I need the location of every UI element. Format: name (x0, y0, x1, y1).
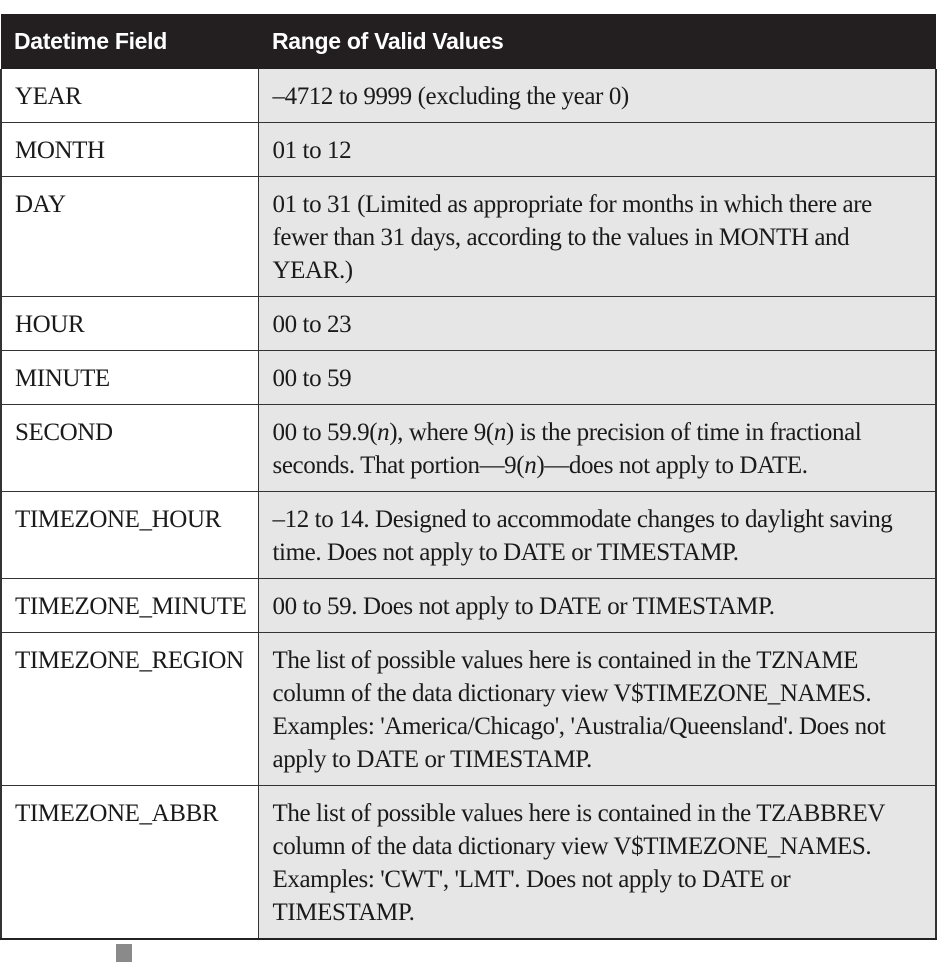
range-cell: 00 to 59 (258, 351, 936, 405)
table-header (1, 14, 936, 69)
variable-n: n (524, 452, 537, 479)
table-row (1, 69, 936, 123)
table-row (1, 579, 936, 633)
field-cell: MINUTE (1, 351, 258, 405)
header-datetime-field: Datetime Field (14, 28, 168, 54)
page-marker (116, 944, 132, 962)
table-body (1, 69, 936, 939)
field-cell: MONTH (1, 123, 258, 177)
range-cell: –4712 to 9999 (excluding the year 0) (258, 69, 936, 123)
datetime-fields-table (0, 14, 937, 940)
range-cell: The list of possible values here is contained in the TZABBREV column of the data dictionary view V$TIMEZONE_NAMES. Examples: 'CWT', 'LMT'. Does not apply to DATE or TIMESTAMP. (258, 786, 936, 940)
header-range-of-valid-values: Range of Valid Values (272, 28, 504, 54)
header-row (1, 14, 936, 69)
range-cell: –12 to 14. Designed to accommodate changes to daylight saving time. Does not apply to DATE or TIMESTAMP. (258, 492, 936, 579)
range-text: ) is the precision of time in fractional seconds. That portion—9( (272, 419, 862, 479)
table-row (1, 405, 936, 492)
table-row (1, 492, 936, 579)
field-cell: DAY (1, 177, 258, 297)
table-row (1, 786, 936, 940)
table-row (1, 123, 936, 177)
field-cell: YEAR (1, 69, 258, 123)
range-cell: 01 to 31 (Limited as appropriate for months in which there are fewer than 31 days, according to the values in MONTH and YEAR.) (258, 177, 936, 297)
table-row (1, 177, 936, 297)
range-text: )—does not apply to DATE. (536, 452, 808, 479)
field-cell: TIMEZONE_REGION (1, 633, 258, 786)
field-cell: HOUR (1, 297, 258, 351)
range-cell: 00 to 23 (258, 297, 936, 351)
field-cell: TIMEZONE_HOUR (1, 492, 258, 579)
field-cell: SECOND (1, 405, 258, 492)
table-row (1, 351, 936, 405)
range-text: ), where 9( (389, 419, 494, 446)
range-cell: 01 to 12 (258, 123, 936, 177)
variable-n: n (493, 419, 506, 446)
field-cell: TIMEZONE_MINUTE (1, 579, 258, 633)
table-row (1, 297, 936, 351)
table-row (1, 633, 936, 786)
range-cell: The list of possible values here is contained in the TZNAME column of the data dictionary view V$TIMEZONE_NAMES. Examples: 'America/Chicago', 'Australia/Queensland'. Does not apply to DATE or TIMESTAMP. (258, 633, 936, 786)
range-cell (258, 405, 936, 492)
range-cell: 00 to 59. Does not apply to DATE or TIMESTAMP. (258, 579, 936, 633)
field-cell: TIMEZONE_ABBR (1, 786, 258, 940)
variable-n: n (377, 419, 390, 446)
range-text: 00 to 59.9( (272, 419, 378, 446)
